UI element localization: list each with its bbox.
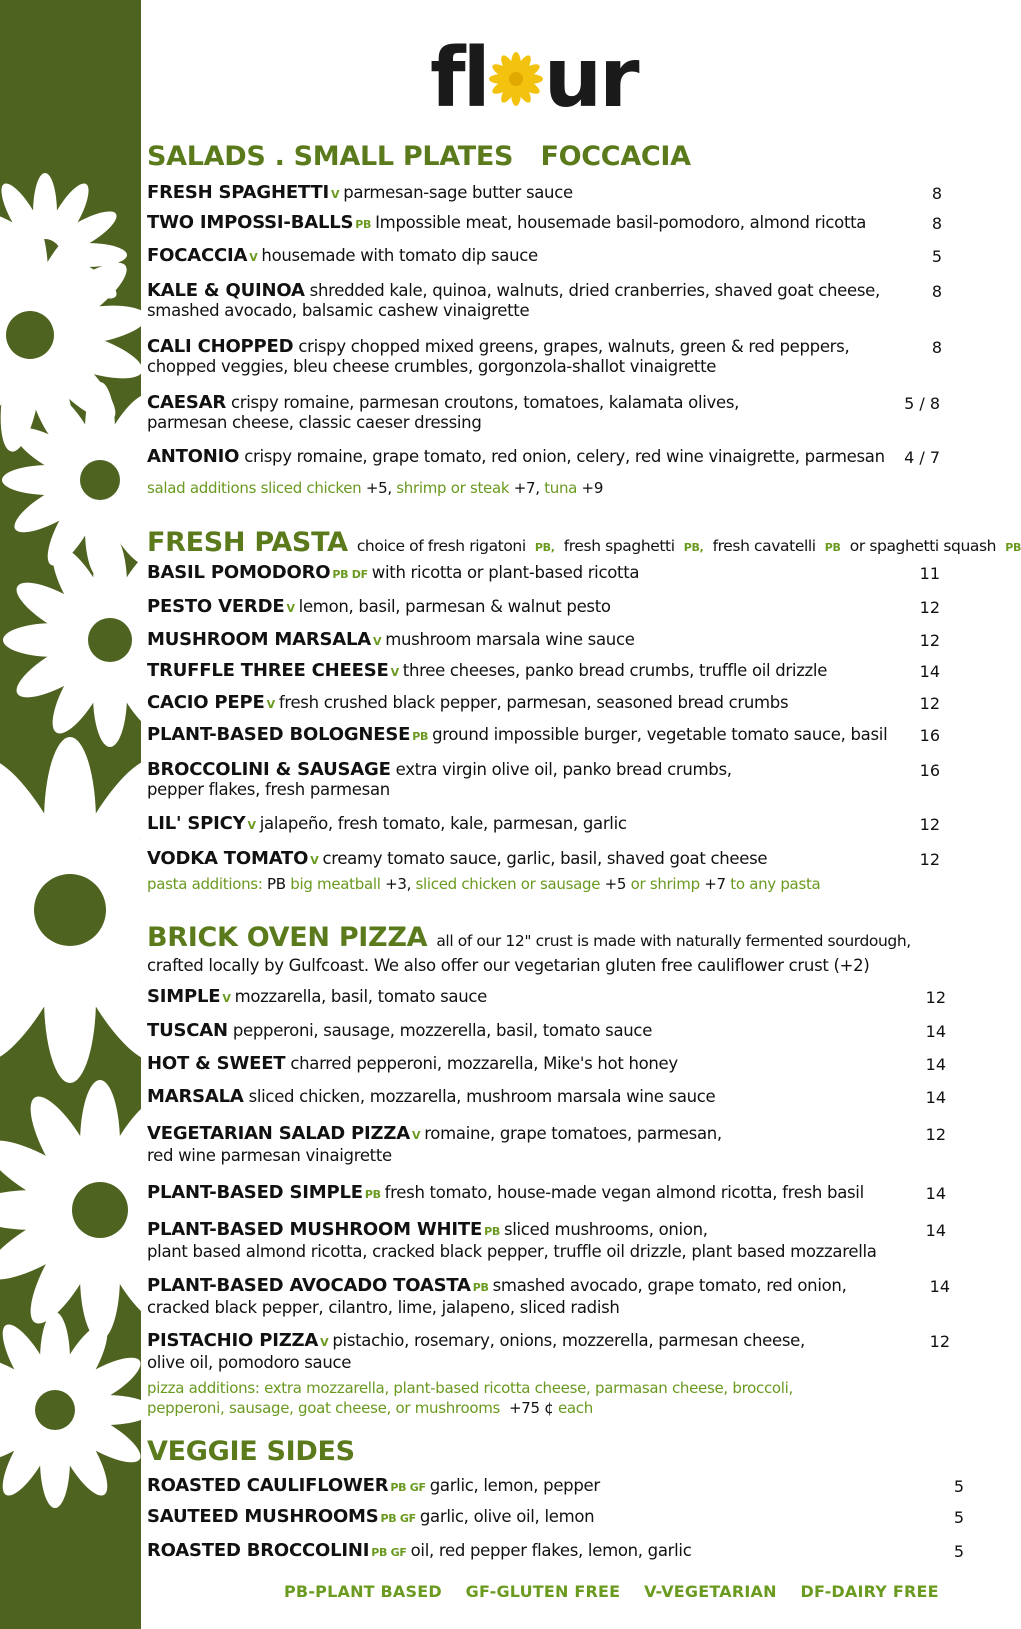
item-name: TRUFFLE THREE CHEESE <box>147 660 389 681</box>
item-description: lemon, basil, parmesan & walnut pesto <box>298 597 611 616</box>
diet-tag: V <box>249 251 258 264</box>
item-description: garlic, lemon, pepper <box>429 1476 600 1495</box>
item-description-line2: smashed avocado, balsamic cashew vinaigrette <box>147 301 530 320</box>
menu-item <box>147 1331 917 1373</box>
dietary-legend <box>284 1582 957 1601</box>
item-price: 5 <box>931 247 942 266</box>
menu-item <box>147 814 917 836</box>
item-price: 12 <box>925 988 946 1007</box>
item-name: PLANT-BASED AVOCADO TOASTA <box>147 1275 471 1296</box>
item-price: 14 <box>925 1088 946 1107</box>
menu-item <box>147 1507 917 1529</box>
item-name: VEGETARIAN SALAD PIZZA <box>147 1123 410 1144</box>
item-name: PLANT-BASED SIMPLE <box>147 1182 363 1203</box>
menu-item <box>147 213 917 235</box>
diet-tag: PB GF <box>380 1512 416 1525</box>
menu-item <box>147 849 917 871</box>
menu-item <box>147 563 917 585</box>
item-price: 14 <box>925 1184 946 1203</box>
item-description: crispy romaine, grape tomato, red onion, celery, red wine vinaigrette, parmesan <box>244 447 885 466</box>
item-price: 14 <box>925 1221 946 1240</box>
item-price: 16 <box>919 726 940 745</box>
pasta-heading: FRESH PASTA choice of fresh rigatoni PB, fresh spaghetti PB, fresh cavatelli PB or spaghetti squash PB <box>147 527 1021 558</box>
item-name: MUSHROOM MARSALA <box>147 629 371 650</box>
diet-tag: PB <box>412 730 429 743</box>
salad-additions: salad additions sliced chicken +5, shrimp or steak +7, tuna +9 <box>147 479 604 497</box>
item-price: 14 <box>925 1055 946 1074</box>
item-price: 5 <box>953 1542 964 1561</box>
diet-tag: V <box>330 188 340 201</box>
menu-item <box>147 1183 917 1205</box>
item-name: PLANT-BASED MUSHROOM WHITE <box>147 1219 483 1240</box>
menu-item <box>147 1276 917 1318</box>
item-description: shredded kale, quinoa, walnuts, dried cranberries, shaved goat cheese, <box>309 281 880 300</box>
item-description: housemade with tomato dip sauce <box>261 246 538 265</box>
sides-heading: VEGGIE SIDES <box>147 1436 355 1467</box>
item-price: 4 / 7 <box>904 448 940 467</box>
diet-tag: V <box>247 819 256 832</box>
menu-item <box>147 1054 917 1074</box>
item-price: 14 <box>919 662 940 681</box>
flour-logo <box>430 31 637 126</box>
item-description-line2: pepper flakes, fresh parmesan <box>147 780 390 799</box>
item-description: ground impossible burger, vegetable tomato sauce, basil <box>432 725 888 744</box>
item-price: 16 <box>919 761 940 780</box>
item-price: 12 <box>925 1125 946 1144</box>
logo-text-right: ur <box>543 31 637 126</box>
item-description: fresh crushed black pepper, parmesan, seasoned bread crumbs <box>278 693 789 712</box>
pizza-heading: BRICK OVEN PIZZA all of our 12" crust is made with naturally fermented sourdough, <box>147 922 911 953</box>
item-description-line2: parmesan cheese, classic caeser dressing <box>147 413 482 432</box>
item-description: with ricotta or plant-based ricotta <box>371 563 640 582</box>
item-name: CACIO PEPE <box>147 692 265 713</box>
item-price: 5 / 8 <box>904 394 940 413</box>
menu-item <box>147 281 917 321</box>
diet-tag: PB <box>355 218 372 231</box>
menu-item <box>147 393 917 433</box>
item-price: 8 <box>931 282 942 301</box>
item-name: BASIL POMODORO <box>147 562 331 583</box>
item-name: MARSALA <box>147 1086 244 1107</box>
item-price: 8 <box>931 214 942 233</box>
item-name: ROASTED CAULIFLOWER <box>147 1475 389 1496</box>
item-price: 12 <box>919 631 940 650</box>
diet-tag: V <box>390 666 399 679</box>
daisy-icon <box>0 1310 155 1510</box>
diet-tag: V <box>286 602 295 615</box>
item-price: 12 <box>919 815 940 834</box>
item-name: ANTONIO <box>147 446 240 467</box>
item-price: 12 <box>929 1332 950 1351</box>
diet-tag: PB DF <box>332 568 368 581</box>
menu-item <box>147 760 917 800</box>
item-description: sliced mushrooms, onion, <box>503 1220 708 1239</box>
item-description: parmesan-sage butter sauce <box>343 183 573 202</box>
item-description: fresh tomato, house-made vegan almond ricotta, fresh basil <box>384 1183 864 1202</box>
item-description: garlic, olive oil, lemon <box>419 1507 595 1526</box>
item-name: PLANT-BASED BOLOGNESE <box>147 724 411 745</box>
menu-item <box>147 1476 917 1498</box>
item-description: mushroom marsala wine sauce <box>385 630 635 649</box>
item-name: FOCACCIA <box>147 245 248 266</box>
item-name: SIMPLE <box>147 986 221 1007</box>
diet-tag: V <box>411 1129 421 1142</box>
diet-tag: PB GF <box>390 1481 426 1494</box>
item-name: PISTACHIO PIZZA <box>147 1330 319 1351</box>
item-description: charred pepperoni, mozzarella, Mike's hot honey <box>290 1054 678 1073</box>
legend-item: GF-GLUTEN FREE <box>465 1582 621 1601</box>
item-description: extra virgin olive oil, panko bread crumbs, <box>395 760 732 779</box>
sunflower-icon <box>486 49 546 109</box>
item-price: 12 <box>919 598 940 617</box>
salads-heading: SALADS . SMALL PLATES FOCCACIA <box>147 141 691 172</box>
item-price: 12 <box>919 850 940 869</box>
diet-tag: PB <box>484 1225 500 1238</box>
item-price: 14 <box>929 1277 950 1296</box>
menu-item <box>147 725 917 747</box>
item-name: CALI CHOPPED <box>147 336 294 357</box>
item-description: crispy romaine, parmesan croutons, tomatoes, kalamata olives, <box>230 393 740 412</box>
item-price: 11 <box>919 564 940 583</box>
item-description: sliced chicken, mozzarella, mushroom marsala wine sauce <box>248 1087 716 1106</box>
item-name: ROASTED BROCCOLINI <box>147 1540 370 1561</box>
diet-tag: PB <box>472 1281 489 1294</box>
diet-tag: V <box>320 1336 329 1349</box>
item-price: 14 <box>925 1022 946 1041</box>
item-description: oil, red pepper flakes, lemon, garlic <box>410 1541 692 1560</box>
menu-item <box>147 1124 917 1166</box>
item-description-line2: cracked black pepper, cilantro, lime, jalapeno, sliced radish <box>147 1298 620 1317</box>
menu-item <box>147 597 917 619</box>
item-price: 5 <box>953 1508 964 1527</box>
menu-item <box>147 1541 917 1563</box>
diet-tag: V <box>310 854 319 867</box>
item-name: VODKA TOMATO <box>147 848 309 869</box>
logo-text-left: fl <box>430 31 488 126</box>
item-description: creamy tomato sauce, garlic, basil, shaved goat cheese <box>322 849 768 868</box>
item-description-line2: red wine parmesan vinaigrette <box>147 1146 392 1165</box>
menu-item <box>147 630 917 652</box>
menu-item <box>147 1021 917 1041</box>
item-name: CAESAR <box>147 392 226 413</box>
item-description: romaine, grape tomatoes, parmesan, <box>424 1124 722 1143</box>
item-description-line2: plant based almond ricotta, cracked black pepper, truffle oil drizzle, plant based mozzarella <box>147 1242 877 1261</box>
legend-item: PB-PLANT BASED <box>284 1582 442 1601</box>
item-description: mozzarella, basil, tomato sauce <box>234 987 487 1006</box>
item-name: BROCCOLINI & SAUSAGE <box>147 759 391 780</box>
item-name: LIL' SPICY <box>147 813 246 834</box>
item-description-line2: olive oil, pomodoro sauce <box>147 1353 352 1372</box>
menu-item <box>147 447 917 467</box>
item-description-line2: chopped veggies, bleu cheese crumbles, gorgonzola-shallot vinaigrette <box>147 357 717 376</box>
item-description: pepperoni, sausage, mozzerella, basil, tomato sauce <box>232 1021 653 1040</box>
item-name: SAUTEED MUSHROOMS <box>147 1506 379 1527</box>
legend-item: DF-DAIRY FREE <box>800 1582 939 1601</box>
menu-item <box>147 661 917 683</box>
menu-item <box>147 693 917 715</box>
pizza-subtitle: crafted locally by Gulfcoast. We also offer our vegetarian gluten free cauliflower crust (+2) <box>147 956 870 975</box>
decorative-sidebar <box>0 0 141 1629</box>
menu-item <box>147 1220 917 1262</box>
item-name: FRESH SPAGHETTI <box>147 182 329 203</box>
menu-item <box>147 1087 917 1107</box>
diet-tag: V <box>266 698 275 711</box>
item-price: 5 <box>953 1477 964 1496</box>
diet-tag: PB <box>364 1188 381 1201</box>
item-name: HOT & SWEET <box>147 1053 286 1074</box>
item-description: crispy chopped mixed greens, grapes, walnuts, green & red peppers, <box>298 337 850 356</box>
diet-tag: V <box>373 635 382 648</box>
item-description: jalapeño, fresh tomato, kale, parmesan, garlic <box>259 814 627 833</box>
diet-tag: PB GF <box>371 1546 407 1559</box>
item-price: 8 <box>931 184 942 203</box>
item-description: smashed avocado, grape tomato, red onion, <box>492 1276 847 1295</box>
menu-item <box>147 337 917 377</box>
pizza-additions: pizza additions: extra mozzarella, plant-based ricotta cheese, parmasan cheese, broccoli, pepperoni, sausage, goat cheese, or mushrooms +75 ¢ each <box>147 1379 793 1417</box>
legend-item: V-VEGETARIAN <box>644 1582 777 1601</box>
item-name: KALE & QUINOA <box>147 280 305 301</box>
menu-item <box>147 987 917 1009</box>
item-name: PESTO VERDE <box>147 596 285 617</box>
diet-tag: V <box>222 992 231 1005</box>
item-name: TWO IMPOSSI-BALLS <box>147 212 354 233</box>
pasta-additions: pasta additions: PB big meatball +3, sliced chicken or sausage +5 or shrimp +7 to any pasta <box>147 875 821 893</box>
menu-item <box>147 246 917 268</box>
item-price: 8 <box>931 338 942 357</box>
item-description: three cheeses, panko bread crumbs, truffle oil drizzle <box>402 661 828 680</box>
menu-item <box>147 183 917 205</box>
item-description: Impossible meat, housemade basil-pomodoro, almond ricotta <box>375 213 867 232</box>
item-price: 12 <box>919 694 940 713</box>
item-description: pistachio, rosemary, onions, mozzerella, parmesan cheese, <box>332 1331 805 1350</box>
item-name: TUSCAN <box>147 1020 228 1041</box>
